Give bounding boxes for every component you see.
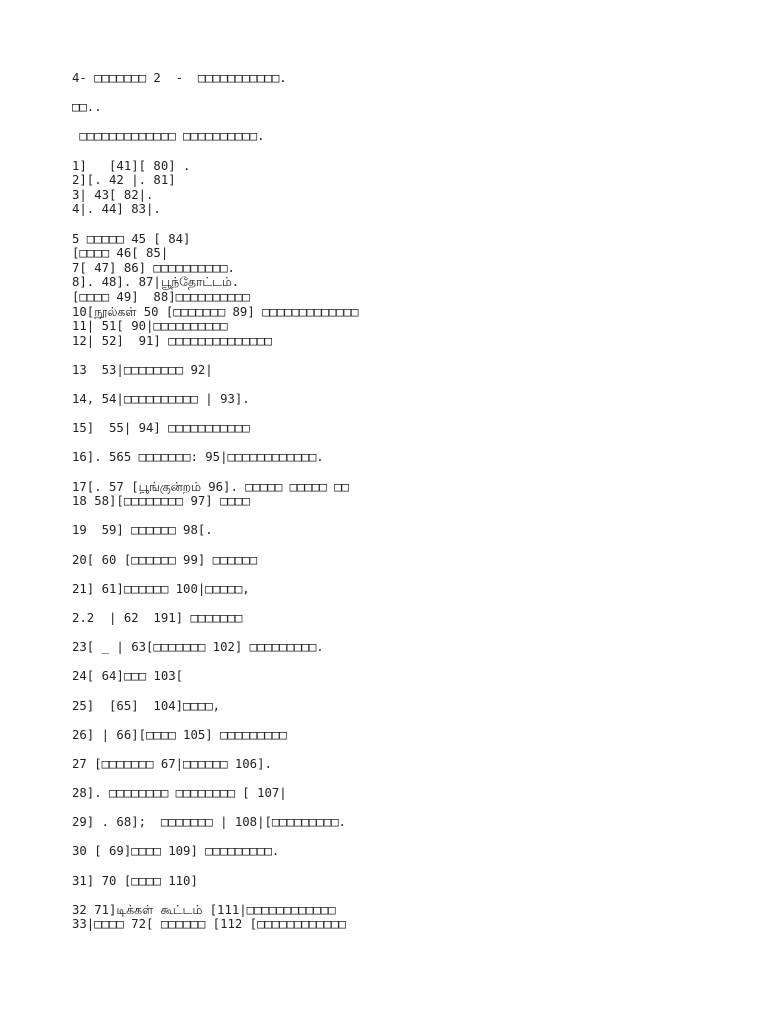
text-block bbox=[72, 480, 752, 509]
text-line: 11| 51[ 90|□□□□□□□□□□ bbox=[72, 319, 228, 334]
text-block bbox=[72, 786, 752, 801]
text-line: 12| 52] 91] □□□□□□□□□□□□□□ bbox=[72, 333, 272, 348]
text-line: □□□□□□□□□□□□□ □□□□□□□□□□. bbox=[72, 129, 265, 144]
paragraph-gap bbox=[72, 86, 752, 101]
paragraph-gap bbox=[72, 742, 752, 757]
paragraph-gap bbox=[72, 772, 752, 787]
paragraph-gap bbox=[72, 377, 752, 392]
text-line: 21] 61]□□□□□□ 100|□□□□□, bbox=[72, 581, 250, 596]
text-line: 15] 55| 94] □□□□□□□□□□□ bbox=[72, 421, 250, 436]
text-block bbox=[72, 553, 752, 568]
text-line: 4- □□□□□□□ 2 - □□□□□□□□□□□. bbox=[72, 71, 287, 85]
text-block bbox=[72, 669, 752, 684]
text-block bbox=[72, 611, 752, 626]
text-block bbox=[72, 129, 752, 144]
text-block bbox=[72, 71, 752, 86]
text-line: [□□□□ 46[ 85| bbox=[72, 246, 169, 261]
text-line: 10[நூல்கள் 50 [□□□□□□□ 89] □□□□□□□□□□□□□ bbox=[72, 304, 359, 319]
text-block bbox=[72, 421, 752, 436]
paragraph-gap bbox=[72, 830, 752, 845]
paragraph-gap bbox=[72, 115, 752, 130]
text-line: 25] [65] 104]□□□□, bbox=[72, 698, 221, 713]
text-line: 17[. 57 [பூங்குன்றம் 96]. □□□□□ □□□□□ □□ bbox=[72, 479, 349, 494]
text-line: 2][. 42 |. 81] bbox=[72, 173, 176, 188]
text-line: 4|. 44] 83|. bbox=[72, 202, 161, 217]
paragraph-gap bbox=[72, 348, 752, 363]
text-block bbox=[72, 582, 752, 597]
paragraph-gap bbox=[72, 217, 752, 232]
text-line: 29] . 68]; □□□□□□□ | 108|[□□□□□□□□□. bbox=[72, 815, 346, 830]
text-block bbox=[72, 159, 752, 217]
text-block bbox=[72, 640, 752, 655]
paragraph-gap bbox=[72, 626, 752, 641]
paragraph-gap bbox=[72, 436, 752, 451]
text-line: 19 59] □□□□□□ 98[. bbox=[72, 523, 213, 538]
paragraph-gap bbox=[72, 567, 752, 582]
text-block bbox=[72, 844, 752, 859]
text-block bbox=[72, 100, 752, 115]
text-line: 26] | 66][□□□□ 105] □□□□□□□□□ bbox=[72, 727, 287, 742]
paragraph-gap bbox=[72, 859, 752, 874]
text-line: 23[ _ | 63[□□□□□□□ 102] □□□□□□□□□. bbox=[72, 640, 324, 655]
text-line: 28]. □□□□□□□□ □□□□□□□□ [ 107| bbox=[72, 786, 287, 801]
text-block bbox=[72, 450, 752, 465]
paragraph-gap bbox=[72, 888, 752, 903]
text-line: 3| 43[ 82|. bbox=[72, 187, 154, 202]
text-line: 16]. 565 □□□□□□□: 95|□□□□□□□□□□□□. bbox=[72, 450, 324, 465]
text-block bbox=[72, 903, 752, 932]
text-block bbox=[72, 815, 752, 830]
text-line: 7[ 47] 86] □□□□□□□□□□. bbox=[72, 260, 235, 275]
text-block bbox=[72, 728, 752, 743]
paragraph-gap bbox=[72, 596, 752, 611]
text-line: 18 58][□□□□□□□□ 97] □□□□ bbox=[72, 494, 250, 509]
text-line: 2.2 | 62 191] □□□□□□□ bbox=[72, 610, 243, 625]
text-line: [□□□□ 49] 88]□□□□□□□□□□ bbox=[72, 289, 250, 304]
text-block bbox=[72, 699, 752, 714]
text-block bbox=[72, 757, 752, 772]
paragraph-gap bbox=[72, 407, 752, 422]
text-block bbox=[72, 392, 752, 407]
text-line: 27 [□□□□□□□ 67|□□□□□□ 106]. bbox=[72, 756, 272, 771]
paragraph-gap bbox=[72, 538, 752, 553]
text-block bbox=[72, 232, 752, 349]
text-block bbox=[72, 523, 752, 538]
text-line: 32 71]டிக்கள் கூட்டம் [111|□□□□□□□□□□□□ bbox=[72, 902, 336, 917]
text-line: 20[ 60 [□□□□□□ 99] □□□□□□ bbox=[72, 552, 258, 567]
text-line: 33|□□□□ 72[ □□□□□□ [112 [□□□□□□□□□□□□ bbox=[72, 917, 346, 932]
paragraph-gap bbox=[72, 801, 752, 816]
text-line: 13 53|□□□□□□□□ 92| bbox=[72, 362, 213, 377]
paragraph-gap bbox=[72, 713, 752, 728]
paragraph-gap bbox=[72, 465, 752, 480]
text-line: 30 [ 69]□□□□ 109] □□□□□□□□□. bbox=[72, 844, 280, 859]
text-line: 5 □□□□□ 45 [ 84] bbox=[72, 231, 191, 246]
document-body bbox=[72, 71, 752, 932]
text-line: 31] 70 [□□□□ 110] bbox=[72, 873, 198, 888]
paragraph-gap bbox=[72, 655, 752, 670]
paragraph-gap bbox=[72, 509, 752, 524]
paragraph-gap bbox=[72, 144, 752, 159]
text-line: □□.. bbox=[72, 100, 102, 115]
text-line: 14, 54|□□□□□□□□□□ | 93]. bbox=[72, 392, 250, 407]
text-block bbox=[72, 874, 752, 889]
text-line: 8]. 48]. 87|பூந்தோட்டம். bbox=[72, 275, 240, 290]
text-block bbox=[72, 363, 752, 378]
text-line: 1] [41][ 80] . bbox=[72, 158, 191, 173]
text-line: 24[ 64]□□□ 103[ bbox=[72, 669, 184, 684]
paragraph-gap bbox=[72, 684, 752, 699]
